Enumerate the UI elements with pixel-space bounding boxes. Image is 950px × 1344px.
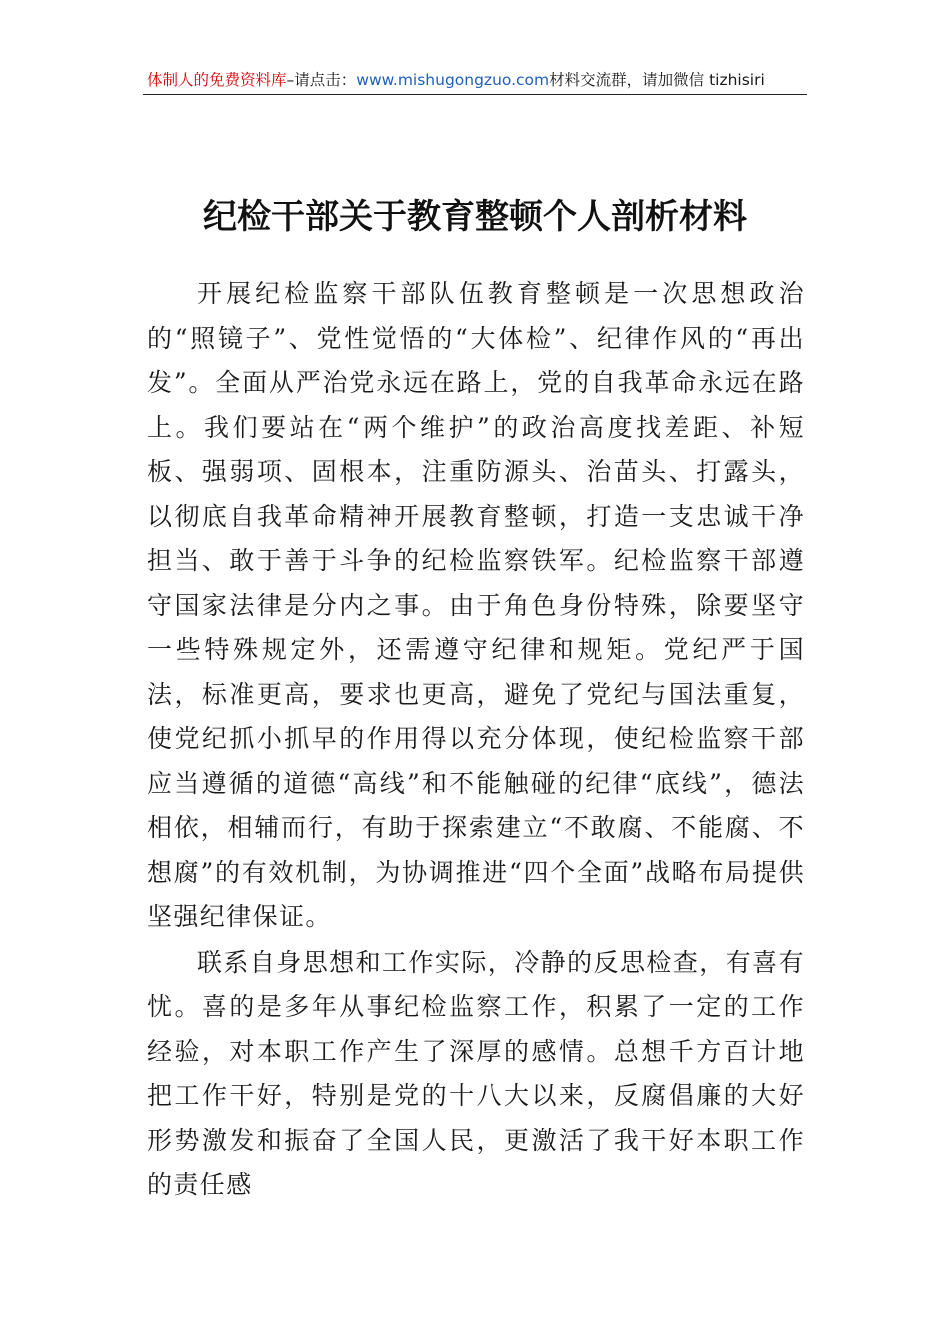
header-divider [143, 94, 807, 95]
header-url-link[interactable]: www.mishugongzuo.com [356, 71, 550, 89]
header-brand: 体制人的免费资料库 [147, 71, 287, 89]
header-suffix: 材料交流群，请加微信 tizhisiri [549, 71, 765, 89]
page-header [147, 66, 807, 94]
header-prompt: –请点击： [286, 71, 357, 89]
document-body [147, 272, 805, 1209]
document-title: 纪检干部关于教育整顿个人剖析材料 [203, 196, 747, 237]
paragraph: 开展纪检监察干部队伍教育整顿是一次思想政治的“照镜子”、党性觉悟的“大体检”、纪律作风的“再出发”。全面从严治党永远在路上，党的自我革命永远在路上。我们要站在“两个维护”的政治高度找差距、补短板、强弱项、固根本，注重防源头、治苗头、打露头，以彻底自我革命精神开展教育整顿，打造一支忠诚干净担当、敢于善于斗争的纪检监察铁军。纪检监察干部遵守国家法律是分内之事。由于角色身份特殊，除要坚守一些特殊规定外，还需遵守纪律和规矩。党纪严于国法，标准更高，要求也更高，避免了党纪与国法重复，使党纪抓小抓早的作用得以充分体现，使纪检监察干部应当遵循的道德“高线”和不能触碰的纪律“底线”，德法相依，相辅而行，有助于探索建立“不敢腐、不能腐、不想腐”的有效机制，为协调推进“四个全面”战略布局提供坚强纪律保证。 [147, 279, 805, 931]
paragraph: 联系自身思想和工作实际，冷静的反思检查，有喜有忧。喜的是多年从事纪检监察工作，积累了一定的工作经验，对本职工作产生了深厚的感情。总想千方百计地把工作干好，特别是党的十八大以来，反腐倡廉的大好形势激发和振奋了全国人民，更激活了我干好本职工作的责任感 [147, 947, 805, 1199]
